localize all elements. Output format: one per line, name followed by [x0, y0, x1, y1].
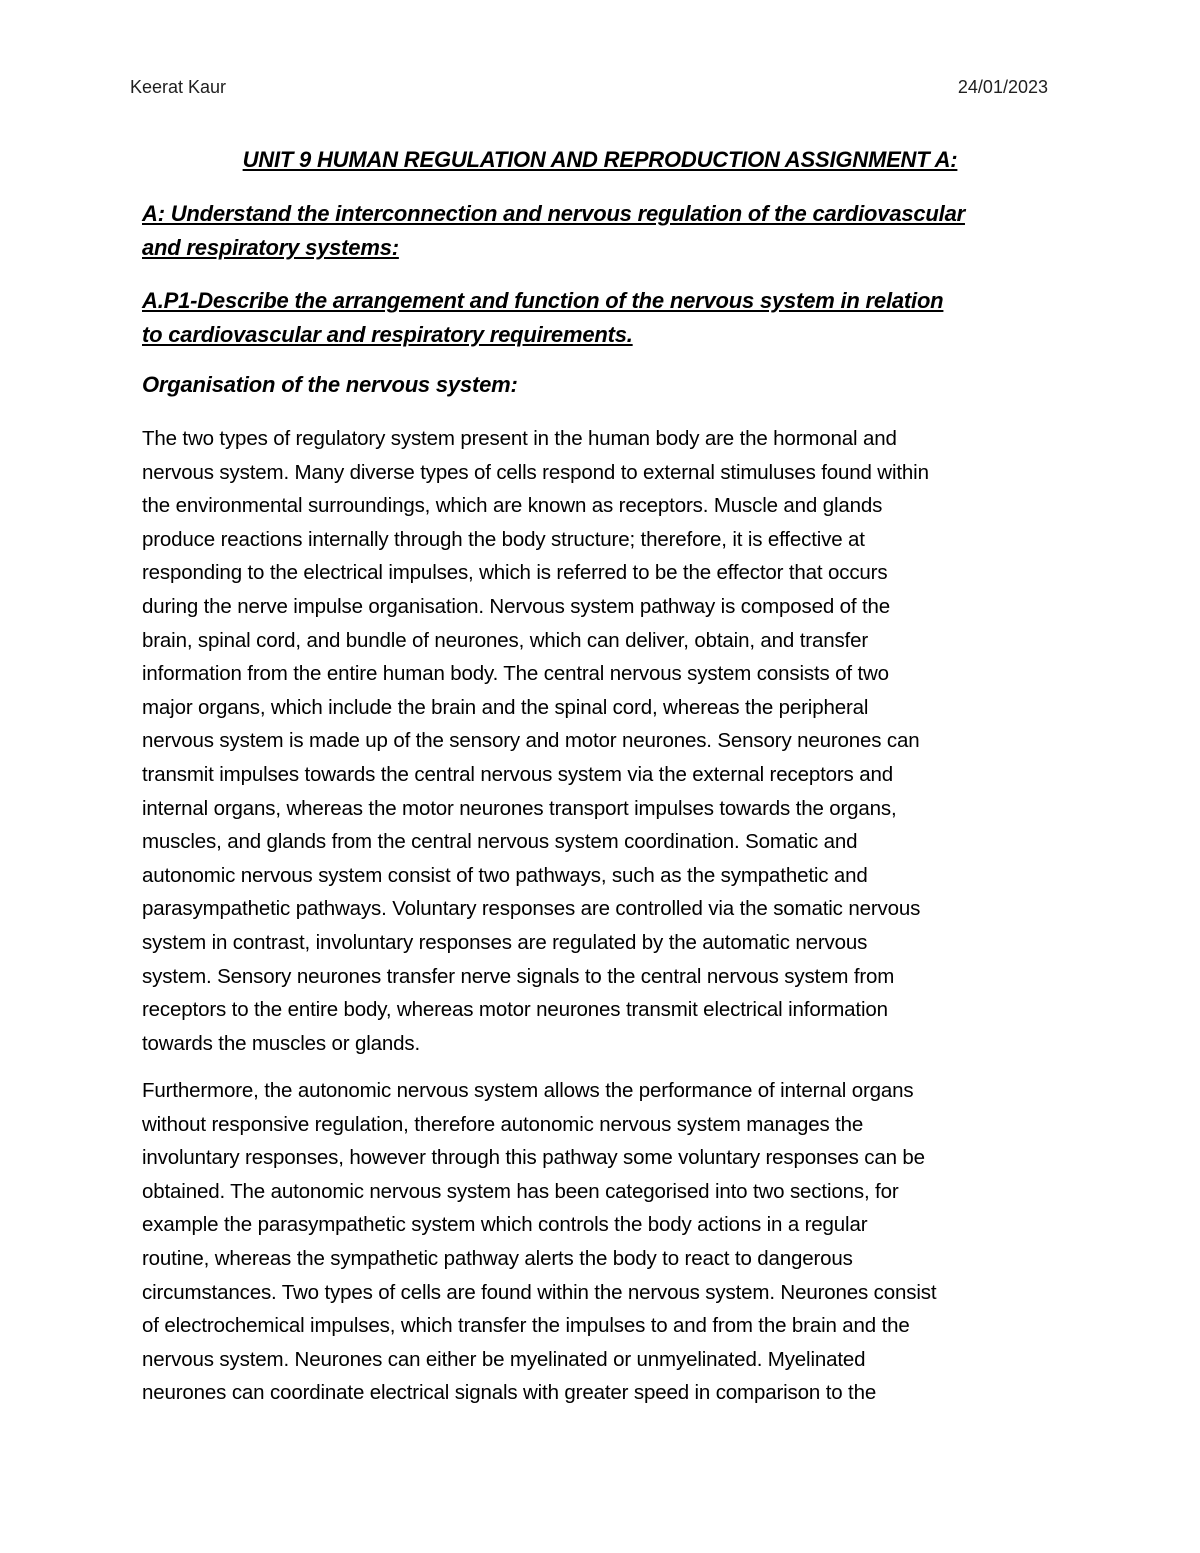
text-line: nervous system. Many diverse types of cells respond to external stimuluses found within: [142, 460, 929, 484]
text-line: the environmental surroundings, which are known as receptors. Muscle and glands: [142, 494, 883, 518]
text-line: nervous system. Neurones can either be myelinated or unmyelinated. Myelinated: [142, 1347, 866, 1371]
text-line: without responsive regulation, therefore autonomic nervous system manages the: [142, 1112, 864, 1136]
text-line: produce reactions internally through the body structure; therefore, it is effective at: [142, 527, 865, 551]
text-line: system. Sensory neurones transfer nerve signals to the central nervous system from: [142, 964, 895, 988]
text-line: routine, whereas the sympathetic pathway alerts the body to react to dangerous: [142, 1246, 853, 1270]
text-line: receptors to the entire body, whereas motor neurones transmit electrical information: [142, 998, 888, 1022]
author-name: Keerat Kaur: [130, 76, 227, 97]
text-line: internal organs, whereas the motor neurones transport impulses towards the organs,: [142, 796, 897, 820]
page-header: [130, 74, 1048, 100]
text-line: neurones can coordinate electrical signals with greater speed in comparison to the: [142, 1381, 877, 1405]
text-line: autonomic nervous system consist of two pathways, such as the sympathetic and: [142, 863, 868, 887]
text-line: major organs, which include the brain and the spinal cord, whereas the peripheral: [142, 695, 869, 719]
text-line: system in contrast, involuntary responses are regulated by the automatic nervous: [142, 930, 868, 954]
section-p1-heading: [142, 284, 1062, 352]
text-line: Furthermore, the autonomic nervous system allows the performance of internal organs: [142, 1079, 914, 1102]
text-line: nervous system is made up of the sensory and motor neurones. Sensory neurones can: [142, 729, 920, 753]
text-line: responding to the electrical impulses, which is referred to be the effector that occurs: [142, 561, 888, 585]
text-line: The two types of regulatory system present in the human body are the hormonal and: [142, 427, 897, 450]
organisation-heading: Organisation of the nervous system:: [142, 372, 518, 397]
text-line: involuntary responses, however through this pathway some voluntary responses can be: [142, 1146, 925, 1170]
text-line: circumstances. Two types of cells are found within the nervous system. Neurones consist: [142, 1280, 937, 1304]
paragraph-2: [142, 1074, 1072, 1410]
paragraph-1: [142, 422, 1072, 1060]
document-date: 24/01/2023: [957, 76, 1048, 97]
text-line: muscles, and glands from the central nervous system coordination. Somatic and: [142, 830, 858, 854]
text-line: during the nerve impulse organisation. Nervous system pathway is composed of the: [142, 594, 891, 618]
text-line: of electrochemical impulses, which transfer the impulses to and from the brain and the: [142, 1314, 910, 1338]
text-line: brain, spinal cord, and bundle of neurones, which can deliver, obtain, and transfer: [142, 628, 869, 652]
text-line: towards the muscles or glands.: [142, 1031, 421, 1055]
heading-line: to cardiovascular and respiratory requirements.: [142, 322, 633, 347]
text-line: example the parasympathetic system which controls the body actions in a regular: [142, 1213, 868, 1237]
text-line: obtained. The autonomic nervous system has been categorised into two sections, for: [142, 1179, 899, 1203]
heading-line: A: Understand the interconnection and nervous regulation of the cardiovascular: [142, 201, 965, 226]
section-a-heading: [142, 197, 1062, 265]
heading-line: and respiratory systems:: [142, 235, 399, 260]
text-line: transmit impulses towards the central nervous system via the external receptors and: [142, 762, 893, 786]
text-line: information from the entire human body. The central nervous system consists of two: [142, 662, 889, 686]
heading-line: A.P1-Describe the arrangement and function of the nervous system in relation: [142, 288, 944, 313]
assignment-title: UNIT 9 HUMAN REGULATION AND REPRODUCTION ASSIGNMENT A:: [242, 147, 958, 172]
text-line: parasympathetic pathways. Voluntary responses are controlled via the somatic nervous: [142, 897, 921, 921]
